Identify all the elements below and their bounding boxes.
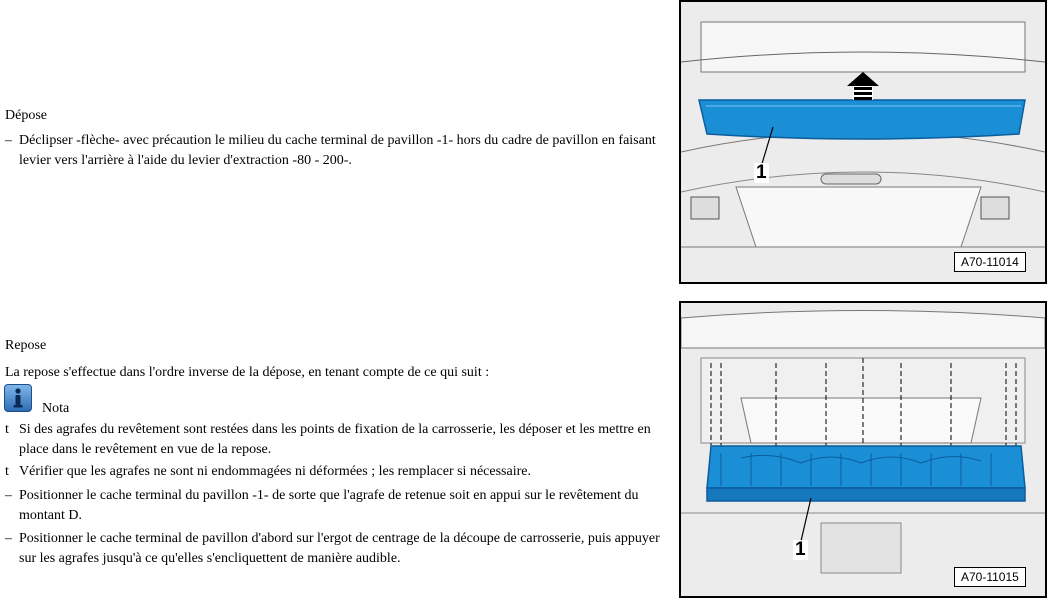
removal-heading: Dépose: [5, 108, 47, 123]
callout-1: 1: [795, 539, 806, 560]
note-label: Nota: [42, 401, 70, 416]
step-marker: –: [5, 133, 12, 148]
installation-heading: Repose: [5, 338, 47, 353]
figure-id: A70-11015: [954, 567, 1026, 587]
note-item: [5, 462, 660, 482]
step-text: Positionner le cache terminal du pavillon -1- de sorte que l'agrafe de retenue soit en appui sur le revêtement du montant D.: [19, 488, 639, 523]
callout-1: 1: [756, 162, 767, 183]
note-text: Vérifier que les agrafes ne sont ni endommagées ni déformées ; les remplacer si nécessaire.: [19, 464, 531, 479]
note-marker: t: [5, 464, 9, 479]
figure-id: A70-11014: [954, 252, 1026, 272]
step-text: Positionner le cache terminal de pavillon d'abord sur l'ergot de centrage de la découpe de carrosserie, puis appuyer sur les agrafes jusqu'à ce qu'elles s'encliquettent de manière audible.: [19, 531, 660, 566]
note-text: Si des agrafes du revêtement sont restées dans les points de fixation de la carrosserie, les déposer et les mettre en place dans le revêtement en vue de la repose.: [19, 422, 651, 457]
step-marker: –: [5, 488, 12, 503]
car-interior-illustration: [681, 303, 1045, 596]
step-text: Déclipser -flèche- avec précaution le milieu du cache terminal de pavillon -1- hors du cadre de pavillon en faisant levier vers l'arrière à l'aide du levier d'extraction -80 - 200-.: [19, 133, 656, 168]
figure-installation: [679, 301, 1047, 598]
note-marker: t: [5, 422, 9, 437]
removal-step: [5, 131, 660, 171]
installation-step: [5, 529, 660, 569]
roof-end-cover-part: [707, 446, 1025, 488]
installation-intro: La repose s'effectue dans l'ordre inverse de la dépose, en tenant compte de ce qui suit :: [5, 365, 490, 380]
step-marker: –: [5, 531, 12, 546]
installation-step: [5, 486, 660, 526]
car-interior-illustration: [681, 2, 1045, 282]
info-icon: [4, 384, 32, 412]
note-item: [5, 420, 660, 460]
figure-removal: [679, 0, 1047, 284]
